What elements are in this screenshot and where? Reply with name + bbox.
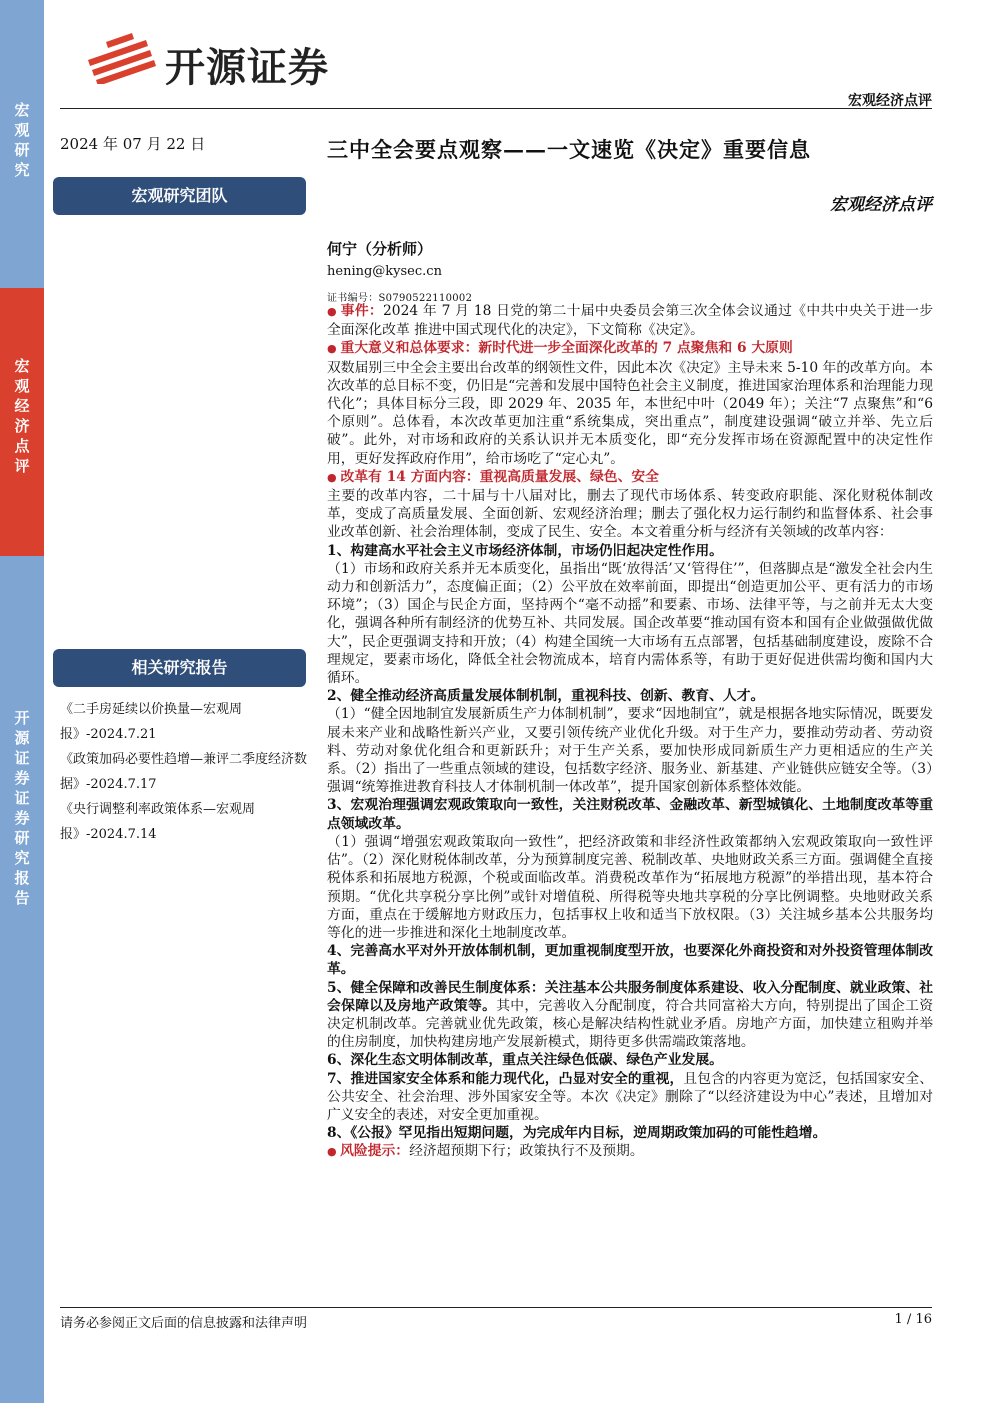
related-report-item[interactable]: 《二手房延续以价换量—宏观周报》-2024.7.21 <box>60 702 243 742</box>
event-paragraph: ● 事件：2024 年 7 月 18 日党的第二十届中央委员会第三次全体会议通过《中共中央关于进一步全面深化改革 推进中国式现代化的决定》，下文简称《决定》。 <box>327 302 933 339</box>
related-report-item[interactable]: 《政策加码必要性趋增—兼评二季度经济数据》-2024.7.17 <box>60 752 308 792</box>
report-body <box>327 302 933 1162</box>
analyst-name: 何宁（分析师） <box>327 240 433 258</box>
brand-name: 开源证券 <box>165 45 329 91</box>
risk-paragraph: ● 风险提示：经济超预期下行；政策执行不及预期。 <box>327 1142 933 1161</box>
section-heading-reform: ● 改革有 14 方面内容：重视高质量发展、绿色、安全 <box>327 468 933 487</box>
sidebar-section-comment: 宏观经济点评 <box>0 288 44 556</box>
logo-stripes-icon <box>86 30 162 84</box>
paragraph-3: （1）强调“增强宏观政策取向一致性”，把经济政策和非经济性政策都纳入宏观政策取向一致性评估”。（2）深化财税体制改革，分为预算制度完善、税制改革、央地财政关系三方面。强调健全直接税体系和拓展地方税源，个税或面临改革。消费税改革作为“拓展地方税源”的举措出现，基本符合预期。“优化共享税分享比例”或针对增值税、所得税等央地共享税的分享比例调整。央地财政关系方面，重点在于缓解地方财政压力，包括事权上收和适当下放权限。（3）关注城乡基本公共服务均等化的进一步推进和深化土地制度改革。 <box>327 833 933 941</box>
sidebar-section-firm: 开源证券 证券研究报告 <box>0 556 44 1403</box>
header-category: 宏观经济点评 <box>848 93 932 109</box>
reform-paragraph: 主要的改革内容，二十届与十八届对比，删去了现代市场体系、转变政府职能、深化财税体制改革，变成了高质量发展、全面创新、宏观经济治理；删去了强化权力运行制约和监督体系、社会事业改革创新、社会治理体制，变成了民生、安全。本文着重分析与经济有关领域的改革内容： <box>327 488 933 541</box>
page-number: 1 / 16 <box>894 1312 932 1327</box>
heading-6: 6、深化生态文明体制改革，重点关注绿色低碳、绿色产业发展。 <box>327 1052 723 1069</box>
report-title: 三中全会要点观察——一文速览《决定》重要信息 <box>327 137 811 162</box>
significance-paragraph: 双数届别三中全会主要出台改革的纲领性文件，因此本次《决定》主导未来 5-10 年的改革方向。本次改革的总目标不变，仍旧是“完善和发展中国特色社会主义制度，推进国家治理体系和治理能力现代化”；具体目标分三段，即 2029 年、2035 年，本世纪中叶（2049 年）；关注“7 点聚焦”和“6 个原则”。总体看，本次改革更加注重“系统集成，突出重点”，制度建设强调“破立并举、先立后破”。此外，对市场和政府的关系认识并无本质变化，即“充分发挥市场在资源配置中的决定性作用，更好发挥政府作用”，给市场吃了“定心丸”。 <box>327 359 933 467</box>
heading-8: 8、《公报》罕见指出短期问题，为完成年内目标，逆周期政策加码的可能性趋增。 <box>327 1125 827 1142</box>
report-category: 宏观经济点评 <box>830 195 932 215</box>
paragraph-2: （1）“健全因地制宜发展新质生产力体制机制”，要求“因地制宜”，就是根据各地实际情况，既要发展未来产业和战略性新兴产业，又要引领传统产业优化升级。对于生产力，要推动劳动者、劳动资料、劳动对象优化组合和更新跃升；对于生产关系，要加快形成同新质生产力更相适应的生产关系。（2）指出了一些重点领域的建设，包括数字经济、服务业、新基建、产业链供应链安全等。（3）强调“统筹推进教育科技人才体制机制一体改革”，提升国家创新体系整体效能。 <box>327 706 933 796</box>
related-reports-label: 相关研究报告 <box>53 649 306 687</box>
paragraph-7: 7、推进国家安全体系和能力现代化，凸显对安全的重视，且包含的内容更为宽泛，包括国家安全、公共安全、社会治理、涉外国家安全等。本次《决定》删除了“以经济建设为中心”表述，且增加对广义安全的表述，对安全更加重视。 <box>327 1070 934 1123</box>
paragraph-1: （1）市场和政府关系并无本质变化，虽指出“既‘放得活’又‘管得住’”，但落脚点是“激发全社会内生动力和创新活力”，态度偏正面；（2）公平放在效率前面，即提出“创造更加公平、更有活力的市场环境”；（3）国企与民企方面，坚持两个“毫不动摇”和要素、市场、法律平等，与之前并无太大变化，强调各种所有制经济的优势互补、共同发展。国企改革要“推动国有资本和国有企业做强做优做大”，民企更强调支持和开放；（4）构建全国统一大市场有五点部署，包括基础制度建设，废除不合理规定，要素市场化，降低全社会物流成本，培育内需体系等，有助于更好促进供需均衡和国内大循环。 <box>327 560 933 687</box>
analyst-cert: 证书编号：S0790522110002 <box>327 293 473 304</box>
team-label: 宏观研究团队 <box>53 177 306 215</box>
sidebar-section-macro: 宏观研究 <box>0 0 44 288</box>
footer-divider <box>60 1307 932 1308</box>
heading-4: 4、完善高水平对外开放体制机制，更加重视制度型开放，也要深化外商投资和对外投资管理体制改革。 <box>327 943 933 978</box>
section-heading-significance: ● 重大意义和总体要求：新时代进一步全面深化改革的 7 点聚焦和 6 大原则 <box>327 339 933 358</box>
analyst-email[interactable]: hening@kysec.cn <box>327 264 442 279</box>
footer-disclaimer: 请务必参阅正文后面的信息披露和法律声明 <box>60 1316 308 1331</box>
header-divider <box>60 108 932 109</box>
report-date: 2024 年 07 月 22 日 <box>60 135 206 153</box>
related-report-item[interactable]: 《央行调整利率政策体系—宏观周报》-2024.7.14 <box>60 802 256 842</box>
heading-1: 1、构建高水平社会主义市场经济体制，市场仍旧起决定性作用。 <box>327 542 723 559</box>
sidebar <box>0 0 44 1403</box>
related-reports-list <box>60 697 308 847</box>
heading-3: 3、宏观治理强调宏观政策取向一致性，关注财税改革、金融改革、新型城镇化、土地制度改革等重点领域改革。 <box>327 797 933 832</box>
heading-2: 2、健全推动经济高质量发展体制机制，重视科技、创新、教育、人才。 <box>327 688 765 705</box>
paragraph-5: 5、健全保障和改善民生制度体系：关注基本公共服务制度体系建设、收入分配制度、就业政策、社会保障以及房地产政策等。其中，完善收入分配制度，符合共同富裕大方向，特别提出了国企工资决定机制改革。完善就业优先政策，核心是解决结构性就业矛盾。房地产方面，加快建立租购并举的住房制度，加快构建房地产发展新模式，期待更多供需端政策落地。 <box>327 979 934 1051</box>
